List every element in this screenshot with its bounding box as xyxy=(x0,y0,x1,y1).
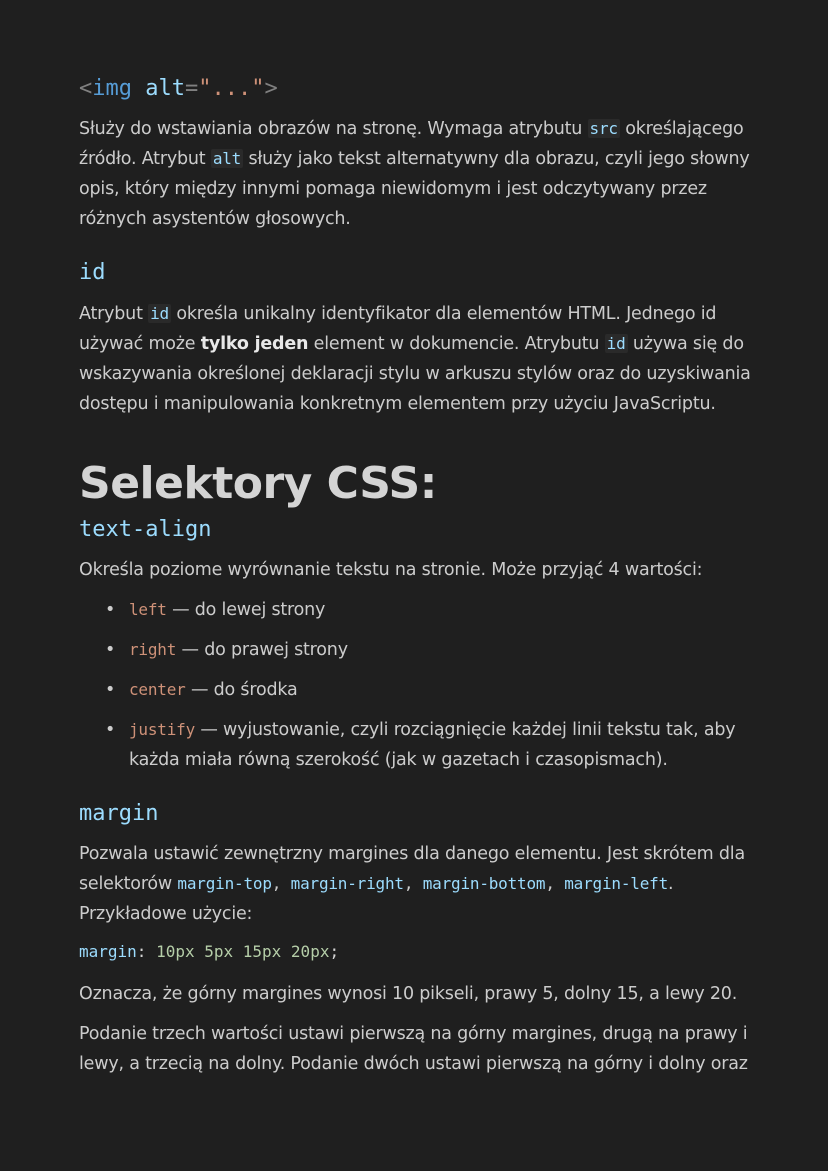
id-paragraph-bold: tylko jeden xyxy=(200,334,309,354)
img-heading-str: "..." xyxy=(198,76,265,101)
bullet-icon: • xyxy=(105,680,116,700)
inline-code-margin-bottom: margin-bottom xyxy=(422,874,546,893)
separator: , xyxy=(271,874,291,893)
id-paragraph-text-3: element w dokumencie. Atrybutu xyxy=(308,334,605,354)
inline-code-src: src xyxy=(589,119,618,138)
list-item-right xyxy=(105,635,759,665)
img-paragraph-text-2: określającego źródło. Atrybut xyxy=(79,119,744,169)
id-paragraph-text-1: Atrybut xyxy=(79,304,149,324)
margin-heading: margin xyxy=(79,801,159,826)
separator: , xyxy=(403,874,423,893)
document-page xyxy=(79,74,759,1079)
text-align-values-list xyxy=(79,595,759,775)
margin-code-example xyxy=(79,937,759,967)
inline-code-id-2: id xyxy=(606,334,626,353)
inline-code-margin-right: margin-right xyxy=(290,874,404,893)
id-heading: id xyxy=(79,260,106,285)
bullet-icon: • xyxy=(105,720,116,740)
inline-code-alt: alt xyxy=(212,149,242,168)
value-right: right xyxy=(129,640,177,659)
code-example-property: margin xyxy=(79,942,137,961)
desc-justify: — wyjustowanie, czyli rozciągnięcie każdej linii tekstu tak, aby każda miała równą szerokość (jak w gazetach i czasopismach). xyxy=(129,720,736,770)
list-item-justify xyxy=(105,715,759,775)
id-paragraph xyxy=(79,299,759,419)
css-section-title: Selektory CSS: xyxy=(79,458,437,509)
code-example-semicolon: ; xyxy=(329,942,340,961)
img-paragraph-text-1: Służy do wstawiania obrazów na stronę. Wymaga atrybutu xyxy=(79,119,588,139)
code-example-colon: : xyxy=(136,942,157,961)
value-center: center xyxy=(129,680,186,699)
img-heading-eq: = xyxy=(185,76,199,101)
inline-code-margin-top: margin-top xyxy=(177,874,272,893)
bullet-icon: • xyxy=(105,600,116,620)
text-align-intro: Określa poziome wyrównanie tekstu na stronie. Może przyjąć 4 wartości: xyxy=(79,560,703,580)
img-heading-attr: alt xyxy=(145,76,185,101)
margin-paragraph-3: Podanie trzech wartości ustawi pierwszą na górny margines, drugą na prawy i lewy, a trzecią na dolny. Podanie dwóch ustawi pierwszą na górny i dolny oraz xyxy=(79,1024,748,1074)
id-paragraph-text-4: używa się do wskazywania określonej deklaracji stylu w arkuszu stylów oraz do uzyskiwania dostępu i manipulowania konkretnym elementem przy użyciu JavaScriptu. xyxy=(79,334,751,414)
list-item-center xyxy=(105,675,759,705)
img-heading-tag: img xyxy=(92,76,132,101)
margin-paragraph-text-2: . Przykładowe użycie: xyxy=(79,874,674,924)
inline-code-margin-left: margin-left xyxy=(564,874,668,893)
separator: , xyxy=(545,874,565,893)
margin-paragraph-2: Oznacza, że górny margines wynosi 10 pikseli, prawy 5, dolny 15, a lewy 20. xyxy=(79,984,738,1004)
value-justify: justify xyxy=(129,720,196,739)
text-align-heading: text-align xyxy=(79,517,212,542)
id-paragraph-text-2: określa unikalny identyfikator dla elementów HTML. Jednego id używać może xyxy=(79,304,717,354)
img-paragraph-text-3: służy jako tekst alternatywny dla obrazu, czyli jego słowny opis, który między innymi pomaga niewidomym i jest odczytywany przez różnych asystentów głosowych. xyxy=(79,149,750,229)
list-item-left xyxy=(105,595,759,625)
code-example-values: 10px 5px 15px 20px xyxy=(156,942,330,961)
margin-paragraph-1 xyxy=(79,839,759,929)
img-paragraph xyxy=(79,114,759,234)
inline-code-id-1: id xyxy=(150,304,169,323)
desc-left: — do lewej strony xyxy=(166,600,326,620)
img-heading-close: > xyxy=(264,76,278,101)
img-heading xyxy=(79,74,759,104)
margin-paragraph-text-1: Pozwala ustawić zewnętrzny margines dla danego elementu. Jest skrótem dla selektorów xyxy=(79,844,745,894)
img-heading-open: < xyxy=(79,76,93,101)
desc-right: — do prawej strony xyxy=(176,640,348,660)
bullet-icon: • xyxy=(105,640,116,660)
value-left: left xyxy=(129,600,167,619)
desc-center: — do środka xyxy=(185,680,298,700)
